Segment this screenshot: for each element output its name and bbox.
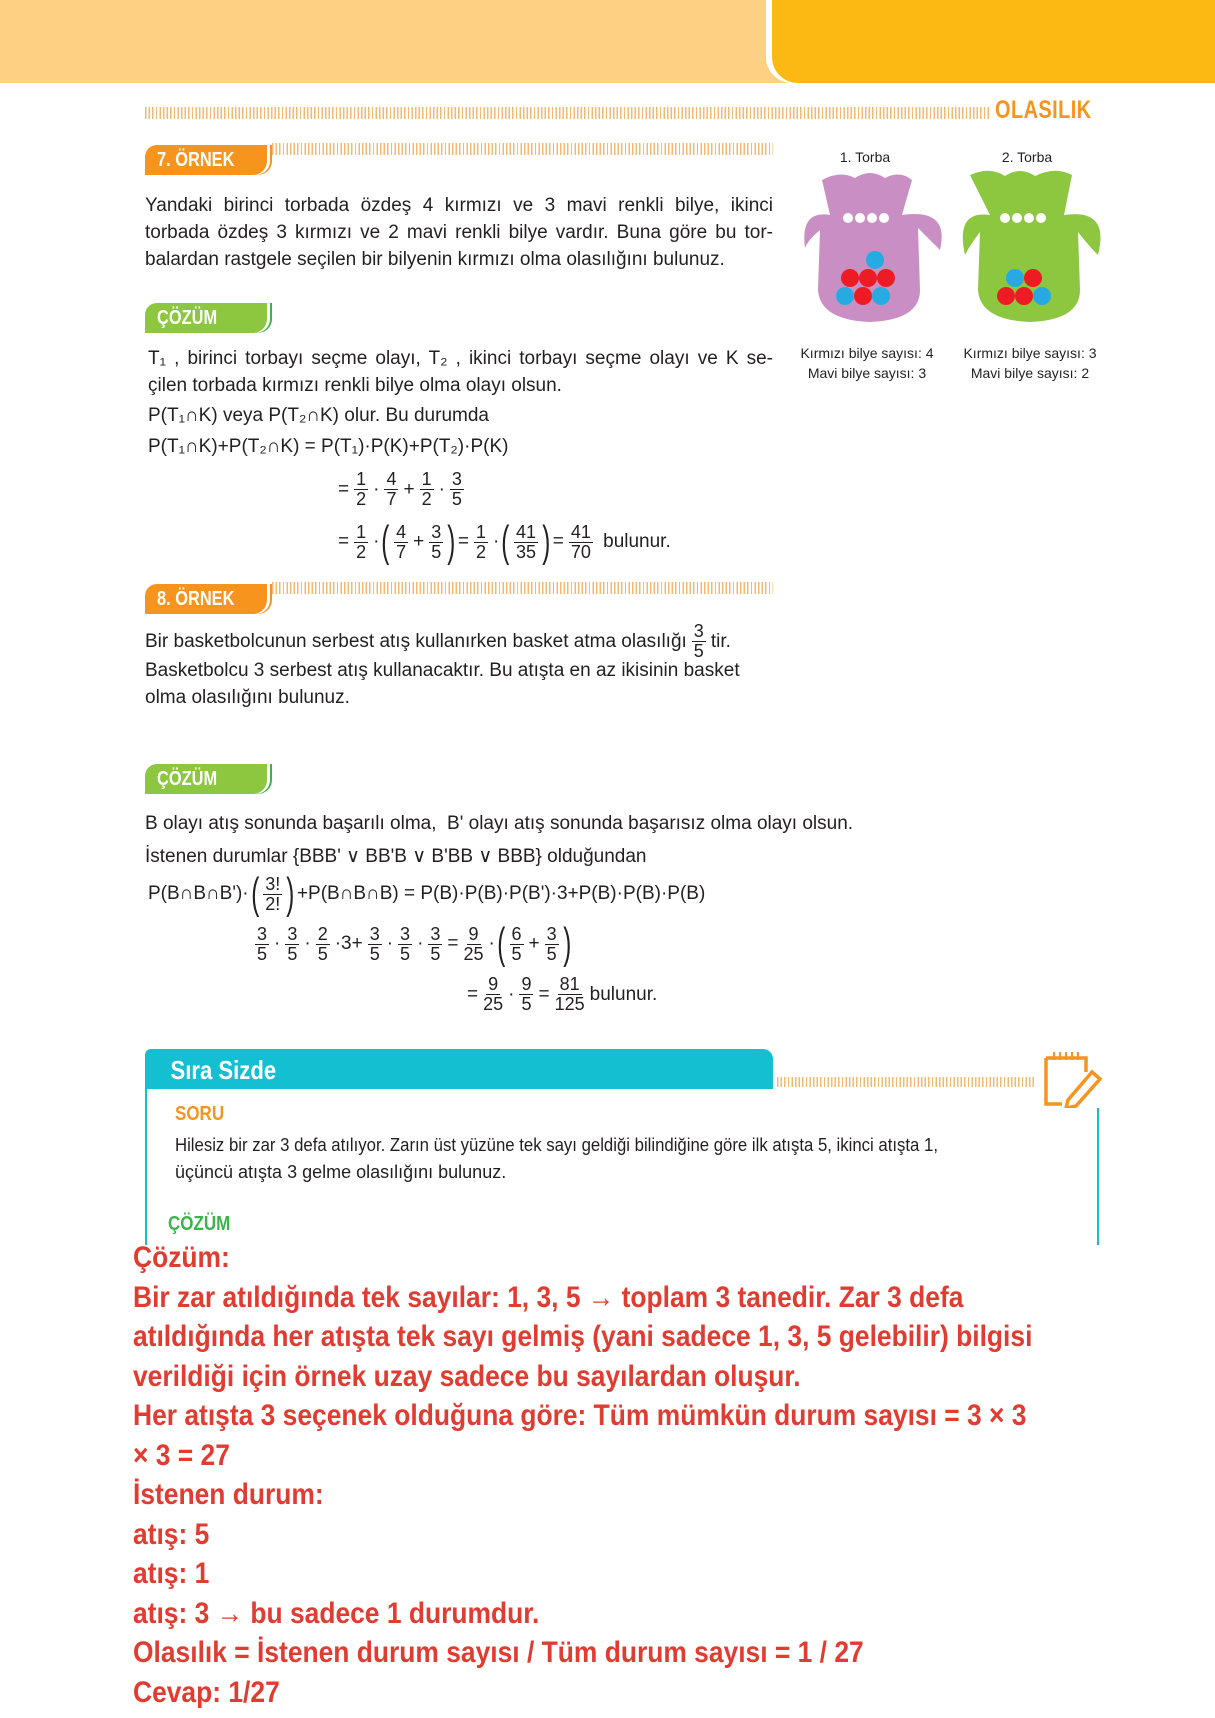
red-count: Kırmızı bilye sayısı: 3 (963, 345, 1097, 361)
math-fraction (450, 470, 464, 509)
math-fraction (354, 523, 368, 562)
math-paren: ( (501, 517, 510, 566)
numerator: 9 (488, 974, 499, 994)
bag-2-illustration (960, 170, 1110, 330)
example-8-line-1 (145, 622, 731, 661)
numerator: 3! (265, 873, 281, 894)
math-fraction (555, 975, 585, 1014)
math-text: · (386, 933, 394, 954)
answer-line: atış: 1 (133, 1557, 210, 1590)
denominator: 5 (257, 943, 268, 964)
math-fraction (519, 975, 533, 1014)
math-line (148, 869, 706, 918)
math-text: İstenen durumlar {BBB' ∨ BB'B ∨ B'BB ∨ BBB} olduğundan (145, 846, 647, 867)
math-text: · (417, 933, 424, 954)
text-line: Hilesiz bir zar 3 defa atılıyor. Zarın üst yüzüne tek sayı geldiği bilindiğine göre ilk atışta 5, ikinci atışta 1, (175, 1135, 938, 1155)
numerator: 2 (317, 923, 328, 944)
denominator: 5 (511, 943, 522, 964)
numerator: 81 (559, 974, 580, 994)
header-band-left (0, 0, 790, 83)
math-text: = (338, 531, 350, 552)
math-text: B olayı atış sonunda başarılı olma, B' olayı atış sonunda başarısız olma olayı olsun. (145, 813, 854, 834)
notebook-pencil-icon (1040, 1048, 1102, 1108)
math-text: ·3+ (334, 933, 363, 954)
denominator: 5 (546, 943, 557, 964)
denominator: 5 (521, 994, 532, 1014)
denominator: 5 (400, 943, 411, 964)
numerator: 3 (369, 923, 380, 944)
math-text: + (413, 531, 425, 552)
denominator: 5 (317, 943, 328, 964)
math-fraction (285, 925, 299, 964)
denominator: 5 (431, 541, 442, 562)
math-fraction (368, 925, 382, 964)
numerator: 3 (287, 923, 298, 944)
answer-line: Bir zar atıldığında tek sayılar: 1, 3, 5 → toplam 3 tanedir. Zar 3 defa (133, 1280, 964, 1314)
denominator: 35 (516, 541, 537, 562)
math-text: · (373, 478, 380, 500)
example-7-badge: 7. ÖRNEK (145, 145, 267, 175)
answer-line: verildiği için örnek uzay sadece bu sayılardan oluşur. (133, 1359, 801, 1393)
math-text: · (438, 478, 445, 500)
solution-7-badge: ÇÖZÜM (145, 303, 267, 333)
answer-line: Olasılık = İstenen durum sayısı / Tüm durum sayısı = 1 / 27 (133, 1636, 864, 1669)
answer-text (133, 1238, 1155, 1712)
numerator: 41 (570, 521, 591, 542)
denominator: 7 (386, 489, 397, 509)
math-fraction (316, 925, 330, 964)
numerator: 3 (400, 923, 411, 944)
denominator: 2 (356, 489, 367, 509)
sira-sizde-header (145, 1049, 773, 1089)
example-7-question (145, 192, 773, 273)
numerator: 4 (396, 521, 407, 542)
math-paren: ) (562, 919, 572, 968)
math-paren: ) (286, 869, 295, 918)
text-line: üçüncü atışta 3 gelme olasılığını bulunuz. (175, 1162, 507, 1182)
math-fraction (514, 523, 538, 562)
text-line: balardan rastgele seçilen bir bilyenin kırmızı olma olasılığını bulunuz. (145, 249, 725, 270)
math-fraction (692, 622, 706, 661)
math-text: bulunur. (597, 531, 671, 552)
math-text: + (528, 933, 540, 954)
numerator: 6 (511, 923, 522, 944)
text-line: çilen torbada kırmızı renkli bilye olma olayı olsun. (148, 375, 562, 396)
math-fraction (255, 925, 269, 964)
answer-line: × 3 = 27 (133, 1438, 230, 1472)
solution-7-text (148, 345, 773, 399)
math-text: = (457, 531, 470, 552)
math-text: · (508, 983, 515, 1005)
answer-line: atış: 3 → bu sadece 1 durumdur. (133, 1596, 540, 1630)
math-text: = (467, 983, 479, 1005)
math-fraction (398, 925, 412, 964)
math-fraction (545, 925, 559, 964)
bag-1-caption (797, 343, 937, 383)
example-8-question (145, 657, 740, 711)
bag-1-illustration (800, 170, 950, 330)
denominator: 70 (570, 541, 591, 562)
math-fraction (420, 470, 434, 509)
text-line: T₁ , birinci torbayı seçme olayı, T₂ , ikinci torbayı seçme olayı ve K se- (148, 348, 773, 369)
numerator: 41 (516, 521, 537, 542)
chapter-dotted-rule (145, 107, 990, 119)
denominator: 25 (483, 994, 504, 1014)
denominator: 125 (554, 994, 585, 1014)
numerator: 1 (356, 469, 367, 489)
numerator: 3 (451, 469, 462, 489)
math-text: tir. (710, 630, 731, 652)
math-line (338, 517, 671, 566)
box-right-border (1097, 1108, 1099, 1245)
math-text: Bir basketbolcunun serbest atış kullanırken basket atma olasılığı (145, 630, 687, 652)
math-line (145, 845, 647, 868)
numerator: 1 (476, 521, 487, 542)
math-fraction (354, 470, 368, 509)
math-text: = (447, 933, 459, 954)
denominator: 2! (265, 893, 281, 914)
sira-sizde-title: Sıra Sizde (170, 1055, 277, 1085)
numerator: 3 (693, 621, 704, 641)
bag-2-caption (960, 343, 1100, 383)
numerator: 3 (431, 521, 442, 542)
numerator: 3 (430, 923, 441, 944)
example-7-dotted-rule (272, 143, 773, 155)
math-fraction (429, 523, 443, 562)
example-8-dotted-rule (272, 582, 773, 594)
denominator: 2 (421, 489, 432, 509)
denominator: 5 (430, 943, 441, 964)
math-fraction (394, 523, 408, 562)
denominator: 2 (476, 541, 487, 562)
math-fraction (464, 925, 484, 964)
math-fraction (384, 470, 398, 509)
math-paren: ) (447, 517, 456, 566)
math-fraction (263, 875, 282, 914)
math-text: · (493, 531, 500, 552)
answer-line: atış: 5 (133, 1517, 210, 1551)
text-line: olma olasılığını bulunuz. (145, 687, 350, 708)
math-text: bulunur. (589, 983, 658, 1005)
text-line: Basketbolcu 3 serbest atış kullanacaktır. Bu atışta en az ikisinin basket (145, 660, 740, 681)
denominator: 5 (287, 943, 298, 964)
math-paren: ( (497, 919, 506, 968)
answer-line: atıldığında her atışta tek sayı gelmiş (yani sadece 1, 3, 5 gelebilir) bilgisi (133, 1320, 1033, 1353)
numerator: 1 (421, 469, 432, 489)
math-line (148, 405, 489, 427)
math-text: · (373, 531, 380, 552)
denominator: 7 (396, 541, 407, 562)
math-text: + (403, 478, 415, 500)
answer-line: Her atışta 3 seçenek olduğuna göre: Tüm mümkün durum sayısı = 3 × 3 (133, 1399, 1027, 1432)
solution-8-badge: ÇÖZÜM (145, 764, 267, 794)
math-fraction (483, 975, 503, 1014)
blue-count: Mavi bilye sayısı: 3 (807, 365, 927, 381)
math-text: · (488, 933, 495, 954)
math-fraction (474, 523, 488, 562)
numerator: 9 (521, 974, 532, 994)
question-label: SORU (175, 1103, 225, 1125)
math-text: P(T₁∩K) veya P(T₂∩K) olur. Bu durumda (148, 405, 489, 426)
math-text: = (538, 983, 550, 1005)
math-text: +P(B∩B∩B) = P(B)·P(B)·P(B')·3+P(B)·P(B)·P(B) (296, 883, 706, 904)
math-text: P(T₁∩K)+P(T₂∩K) = P(T₁)·P(K)+P(T₂)·P(K) (148, 436, 509, 457)
math-line (338, 470, 466, 509)
numerator: 1 (356, 521, 367, 542)
math-fraction (569, 523, 593, 562)
math-text: = (338, 478, 350, 500)
math-line (148, 436, 508, 458)
sira-sizde-dotted-rule (777, 1077, 1035, 1087)
bag-1-title: 1. Torba (839, 149, 891, 165)
numerator: 4 (386, 469, 397, 489)
math-paren: ) (542, 517, 551, 566)
example-8-badge: 8. ÖRNEK (145, 584, 267, 614)
numerator: 3 (257, 923, 268, 944)
sira-sizde-question (175, 1132, 995, 1186)
math-text: P(B∩B∩B')· (148, 883, 249, 904)
box-left-border (145, 1089, 147, 1245)
math-text: · (304, 933, 311, 954)
header-band-right (772, 0, 1215, 83)
math-line (145, 813, 853, 835)
denominator: 5 (693, 641, 704, 661)
text-line: Yandaki birinci torbada özdeş 4 kırmızı ve 3 mavi renkli bilye, ikinci (145, 195, 773, 216)
answer-line: Çözüm: (133, 1241, 230, 1274)
math-fraction (428, 925, 442, 964)
denominator: 5 (451, 489, 462, 509)
solution-label: ÇÖZÜM (168, 1213, 231, 1235)
chapter-title: OLASILIK (995, 96, 1092, 124)
blue-count: Mavi bilye sayısı: 2 (970, 365, 1090, 381)
numerator: 3 (546, 923, 557, 944)
text-line: torbada özdeş 3 kırmızı ve 2 mavi renkli bilye vardır. Buna göre bu tor- (145, 222, 773, 243)
denominator: 5 (369, 943, 380, 964)
denominator: 2 (356, 541, 367, 562)
math-line (253, 919, 572, 968)
math-fraction (510, 925, 524, 964)
math-paren: ( (250, 869, 259, 918)
bag-2-title: 2. Torba (1001, 149, 1053, 165)
numerator: 9 (468, 923, 479, 944)
math-text: = (552, 531, 564, 552)
math-line (467, 975, 657, 1014)
denominator: 25 (463, 943, 484, 964)
answer-line: İstenen durum: (133, 1478, 324, 1511)
math-text: · (274, 933, 281, 954)
red-count: Kırmızı bilye sayısı: 4 (800, 345, 934, 361)
math-paren: ( (381, 517, 390, 566)
answer-line: Cevap: 1/27 (133, 1675, 280, 1709)
